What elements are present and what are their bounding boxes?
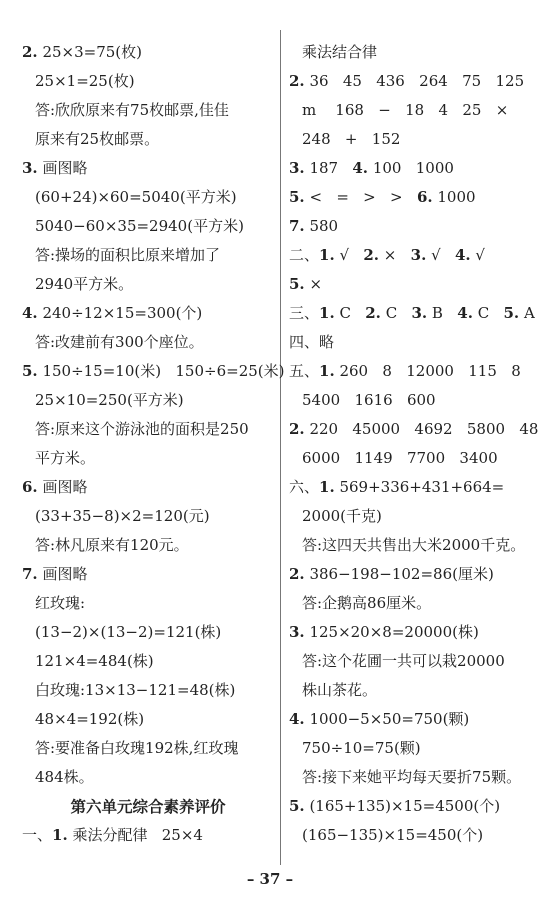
right-column xyxy=(289,38,537,850)
answer-text: 答:林凡原来有120元。 xyxy=(35,536,189,554)
answer-text: C xyxy=(380,304,412,322)
answer-line xyxy=(289,705,537,734)
answer-text: 484株。 xyxy=(35,768,94,786)
answer-text: 248 + 152 xyxy=(302,130,401,148)
answer-text: 乘法结合律 xyxy=(302,43,378,61)
answer-text: 5040−60×35=2940(平方米) xyxy=(35,217,244,235)
question-number: 4. xyxy=(457,304,473,322)
answer-line xyxy=(22,183,274,212)
answer-text: 240÷12×15=300(个) xyxy=(37,304,203,322)
answer-line xyxy=(22,531,274,560)
answer-line xyxy=(289,241,537,270)
answer-line xyxy=(289,328,537,357)
answer-line xyxy=(289,270,537,299)
page-number: – 37 – xyxy=(246,870,294,888)
answer-line xyxy=(22,96,274,125)
answer-text: A xyxy=(519,304,535,322)
question-number: 2. xyxy=(289,565,305,583)
answer-text: (33+35−8)×2=120(元) xyxy=(35,507,210,525)
answer-text: 答:原来这个游泳池的面积是250 xyxy=(35,420,249,438)
answer-line xyxy=(289,299,537,328)
answer-text: 白玫瑰:13×13−121=48(株) xyxy=(35,681,236,699)
answer-text: 四、略 xyxy=(289,333,335,351)
answer-text: 画图略 xyxy=(37,159,88,177)
answer-text: 答:企鹅高86厘米。 xyxy=(302,594,432,612)
answer-text: 5400 1616 600 xyxy=(302,391,436,409)
answer-line xyxy=(289,618,537,647)
answer-line xyxy=(22,38,274,67)
answer-text: < = > > xyxy=(304,188,417,206)
question-number: 6. xyxy=(22,478,38,496)
answer-line xyxy=(289,125,537,154)
answer-text: (165+135)×15=4500(个) xyxy=(304,797,501,815)
answer-line xyxy=(289,676,537,705)
answer-text: 36 45 436 264 75 125 xyxy=(304,72,525,90)
answer-line xyxy=(22,270,274,299)
answer-line xyxy=(22,821,274,850)
question-number: 3. xyxy=(289,623,305,641)
question-number: 7. xyxy=(289,217,305,235)
answer-line xyxy=(289,183,537,212)
answer-text: √ xyxy=(470,246,485,264)
answer-line xyxy=(22,473,274,502)
answer-text: (165−135)×15=450(个) xyxy=(302,826,484,844)
answer-text: 乘法分配律 25×4 xyxy=(67,826,203,844)
answer-line xyxy=(22,676,274,705)
answer-text: 260 8 12000 115 8 xyxy=(334,362,521,380)
answer-line xyxy=(22,386,274,415)
question-number: 4. xyxy=(454,246,471,264)
answer-line xyxy=(22,67,274,96)
answer-text: 株山茶花。 xyxy=(302,681,378,699)
question-number: 5. xyxy=(503,304,520,322)
answer-text: 386−198−102=86(厘米) xyxy=(304,565,494,583)
answer-line xyxy=(22,328,274,357)
answer-text: 一、 xyxy=(22,826,53,844)
answer-text: 121×4=484(株) xyxy=(35,652,154,670)
answer-line xyxy=(289,415,537,444)
answer-line xyxy=(22,212,274,241)
question-number: 7. xyxy=(22,565,38,583)
answer-text: 答:改建前有300个座位。 xyxy=(35,333,204,351)
answer-text: 100 1000 xyxy=(368,159,454,177)
answer-line xyxy=(289,444,537,473)
answer-line xyxy=(289,67,537,96)
answer-text: 画图略 xyxy=(37,478,88,496)
answer-line xyxy=(22,734,274,763)
answer-line xyxy=(289,357,537,386)
answer-text: 答:接下来她平均每天要折75颗。 xyxy=(302,768,522,786)
question-number: 5. xyxy=(289,188,305,206)
answer-line xyxy=(22,705,274,734)
answer-text: 红玫瑰: xyxy=(35,594,86,612)
answer-text: 187 xyxy=(304,159,353,177)
answer-line xyxy=(289,502,537,531)
answer-line xyxy=(289,212,537,241)
answer-text: 25×10=250(平方米) xyxy=(35,391,184,409)
answer-line xyxy=(289,792,537,821)
answer-line xyxy=(22,241,274,270)
answer-text: √ xyxy=(334,246,364,264)
answer-line xyxy=(22,357,285,386)
answer-text: 五、 xyxy=(289,362,320,380)
answer-text: B xyxy=(427,304,458,322)
answer-text: 答:这四天共售出大米2000千克。 xyxy=(302,536,526,554)
answer-line xyxy=(22,125,274,154)
answer-line xyxy=(289,154,537,183)
answer-line xyxy=(289,473,537,502)
question-number: 2. xyxy=(365,304,381,322)
answer-text: m 168 − 18 4 25 × xyxy=(302,101,509,119)
answer-text: 1000−5×50=750(颗) xyxy=(304,710,470,728)
answer-text: 48×4=192(株) xyxy=(35,710,145,728)
question-number: 5. xyxy=(22,362,38,380)
answer-text: C xyxy=(472,304,504,322)
answer-text: 二、 xyxy=(289,246,320,264)
column-divider xyxy=(280,30,281,865)
answer-text: 6000 1149 7700 3400 xyxy=(302,449,498,467)
answer-text: C xyxy=(334,304,366,322)
question-number: 1. xyxy=(319,246,335,264)
answer-line xyxy=(22,415,274,444)
question-number: 4. xyxy=(22,304,38,322)
answer-line xyxy=(22,502,274,531)
question-number: 3. xyxy=(410,246,427,264)
question-number: 1. xyxy=(319,478,335,496)
answer-line xyxy=(22,299,274,328)
answer-line xyxy=(289,560,537,589)
question-number: 1. xyxy=(52,826,68,844)
question-number: 4. xyxy=(289,710,305,728)
answer-text: 220 45000 4692 5800 48 xyxy=(304,420,539,438)
answer-line xyxy=(289,38,537,67)
answer-text: 答:要准备白玫瑰192株,红玫瑰 xyxy=(35,739,239,757)
answer-line xyxy=(289,763,537,792)
answer-line xyxy=(22,560,274,589)
answer-text: 750÷10=75(颗) xyxy=(302,739,421,757)
answer-text: 答:欣欣原来有75枚邮票,佳佳 xyxy=(35,101,229,119)
answer-text: 三、 xyxy=(289,304,320,322)
question-number: 2. xyxy=(289,72,305,90)
question-number: 6. xyxy=(416,188,433,206)
left-column xyxy=(22,38,285,850)
answer-text: 1000 xyxy=(432,188,476,206)
answer-text: 25×1=25(枚) xyxy=(35,72,135,90)
answer-line xyxy=(289,96,537,125)
question-number: 第六单元综合素养评价 xyxy=(70,797,226,816)
question-number: 5. xyxy=(289,275,305,293)
answer-line xyxy=(289,386,537,415)
answer-text: × xyxy=(379,246,411,264)
answer-line xyxy=(22,763,274,792)
answer-line xyxy=(289,589,537,618)
question-number: 1. xyxy=(319,304,335,322)
answer-line xyxy=(289,821,537,850)
question-number: 5. xyxy=(289,797,305,815)
answer-text: 569+336+431+664= xyxy=(334,478,505,496)
answer-text: (13−2)×(13−2)=121(株) xyxy=(35,623,222,641)
question-number: 3. xyxy=(22,159,38,177)
answer-line xyxy=(22,154,274,183)
answer-line xyxy=(22,589,274,618)
question-number: 2. xyxy=(363,246,379,264)
answer-text: 125×20×8=20000(株) xyxy=(304,623,479,641)
question-number: 4. xyxy=(352,159,369,177)
question-number: 3. xyxy=(289,159,305,177)
question-number: 1. xyxy=(319,362,335,380)
answer-text: 六、 xyxy=(289,478,320,496)
answer-text: 580 xyxy=(304,217,339,235)
answer-text: 2000(千克) xyxy=(302,507,382,525)
answer-text: 原来有25枚邮票。 xyxy=(35,130,160,148)
answer-text: 25×3=75(枚) xyxy=(37,43,142,61)
answer-text: × xyxy=(304,275,323,293)
answer-text: √ xyxy=(426,246,455,264)
answer-text: 2940平方米。 xyxy=(35,275,134,293)
answer-line xyxy=(22,647,274,676)
section-heading xyxy=(22,792,274,821)
question-number: 2. xyxy=(22,43,38,61)
answer-text: 答:操场的面积比原来增加了 xyxy=(35,246,221,264)
answer-text: 画图略 xyxy=(37,565,88,583)
answer-line xyxy=(22,444,274,473)
question-number: 3. xyxy=(411,304,428,322)
question-number: 2. xyxy=(289,420,305,438)
answer-line xyxy=(289,734,537,763)
answer-line xyxy=(22,618,274,647)
answer-line xyxy=(289,531,537,560)
answer-text: 答:这个花圃一共可以栽20000 xyxy=(302,652,505,670)
answer-text: (60+24)×60=5040(平方米) xyxy=(35,188,237,206)
answer-text: 150÷15=10(米) 150÷6=25(米) xyxy=(37,362,285,380)
answer-text: 平方米。 xyxy=(35,449,96,467)
answer-line xyxy=(289,647,537,676)
